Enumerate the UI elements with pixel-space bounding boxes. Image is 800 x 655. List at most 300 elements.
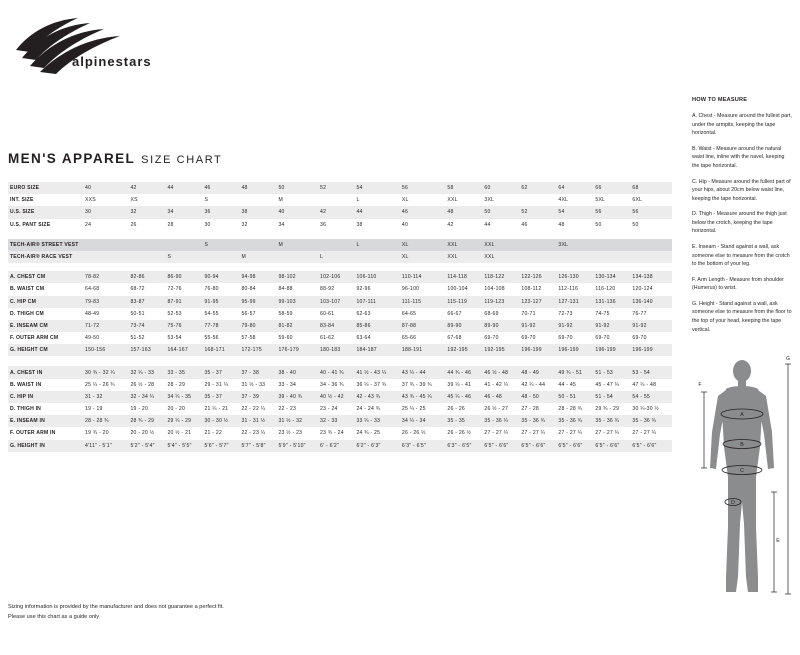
table-cell: 34 bbox=[166, 206, 203, 218]
table-cell: 27 - 27 ¼ bbox=[483, 427, 520, 439]
table-cell: 52 bbox=[319, 182, 355, 194]
table-cell: 35 - 36 ¾ bbox=[520, 415, 557, 427]
how-to-measure-item: A. Chest - Measure around the fullest part, under the armpits, keeping the tape horizontal. bbox=[692, 113, 792, 137]
table-cell: 29 ¾ - 29 bbox=[594, 403, 631, 415]
table-cell: 42 bbox=[129, 182, 166, 194]
table-cell bbox=[240, 239, 277, 251]
table-cell: 172-175 bbox=[240, 344, 277, 356]
table-cell: 88-92 bbox=[319, 283, 355, 295]
table-cell: 91-92 bbox=[594, 320, 631, 332]
table-cell: 80-84 bbox=[240, 283, 277, 295]
table-cell: 32 - 34 ¼ bbox=[129, 391, 166, 403]
row-label: C. HIP CM bbox=[8, 296, 84, 308]
table-cell: 48 - 50 bbox=[520, 391, 557, 403]
table-cell bbox=[557, 251, 594, 263]
svg-text:alpinestars: alpinestars bbox=[72, 54, 152, 69]
table-cell: XXL bbox=[446, 251, 483, 263]
table-row bbox=[8, 271, 672, 283]
table-cell: 35 - 35 bbox=[446, 415, 483, 427]
table-cell: 196-199 bbox=[631, 344, 672, 356]
size-chart-table bbox=[8, 182, 672, 452]
table-cell bbox=[319, 239, 355, 251]
table-cell: 26 - 26 ½ bbox=[401, 427, 446, 439]
table-cell: 32 bbox=[240, 219, 277, 231]
table-cell: XXL bbox=[446, 194, 483, 206]
row-label: U.S. PANT SIZE bbox=[8, 219, 84, 231]
table-cell: 54 bbox=[355, 182, 400, 194]
table-cell: 31 ½ - 33 bbox=[240, 379, 277, 391]
table-cell: 96-100 bbox=[401, 283, 446, 295]
table-cell: 42 bbox=[446, 219, 483, 231]
table-cell: 21 - 22 bbox=[203, 427, 240, 439]
table-cell: 91-92 bbox=[520, 320, 557, 332]
table-cell: 48 bbox=[446, 206, 483, 218]
row-label: EURO SIZE bbox=[8, 182, 84, 194]
table-cell: 108-112 bbox=[520, 283, 557, 295]
table-cell: 46 ½ - 48 bbox=[483, 366, 520, 378]
table-row bbox=[8, 344, 672, 356]
table-cell: 30 ¼-30 ½ bbox=[631, 403, 672, 415]
table-cell: 35 - 37 bbox=[203, 366, 240, 378]
table-cell: 94-98 bbox=[240, 271, 277, 283]
row-label: U.S. SIZE bbox=[8, 206, 84, 218]
table-cell: 40 - 41 ¾ bbox=[319, 366, 355, 378]
table-cell: 107-111 bbox=[355, 296, 400, 308]
table-cell: 41 ½ - 43 ¼ bbox=[355, 366, 400, 378]
table-cell: 84-88 bbox=[277, 283, 319, 295]
table-cell: 180-183 bbox=[319, 344, 355, 356]
table-cell: 40 bbox=[401, 219, 446, 231]
table-cell: 196-199 bbox=[520, 344, 557, 356]
table-cell bbox=[84, 239, 129, 251]
table-cell: 48 bbox=[240, 182, 277, 194]
table-cell: S bbox=[203, 239, 240, 251]
table-cell: 61-62 bbox=[319, 332, 355, 344]
footer-line-2: Please use this chart as a guide only bbox=[8, 614, 100, 621]
table-cell: 40 bbox=[277, 206, 319, 218]
table-cell: 66 bbox=[594, 182, 631, 194]
table-cell: 5XL bbox=[594, 194, 631, 206]
table-cell: 24 bbox=[84, 219, 129, 231]
table-cell: 89-90 bbox=[446, 320, 483, 332]
table-cell: 35 - 36 ¼ bbox=[483, 415, 520, 427]
table-cell: 30 - 30 ½ bbox=[203, 415, 240, 427]
table-cell bbox=[166, 194, 203, 206]
table-cell: 49 ¾ - 51 bbox=[557, 366, 594, 378]
table-cell: 34 ¼ - 34 bbox=[401, 415, 446, 427]
figure-label-d: D bbox=[731, 500, 735, 506]
table-cell: L bbox=[319, 251, 355, 263]
table-cell bbox=[129, 251, 166, 263]
table-cell: 76-80 bbox=[203, 283, 240, 295]
table-cell: 131-136 bbox=[594, 296, 631, 308]
table-cell: 43 ¼ - 44 bbox=[401, 366, 446, 378]
table-cell: 23 ¾ - 24 bbox=[319, 427, 355, 439]
table-cell: 24 - 24 ¾ bbox=[355, 403, 400, 415]
table-cell bbox=[84, 251, 129, 263]
table-cell: 53-54 bbox=[166, 332, 203, 344]
title-sub: SIZE CHART bbox=[141, 154, 223, 166]
table-cell: 50 bbox=[483, 206, 520, 218]
table-cell: 90-94 bbox=[203, 271, 240, 283]
table-cell: 50-51 bbox=[129, 308, 166, 320]
table-cell: 36 bbox=[203, 206, 240, 218]
table-cell: 106-110 bbox=[355, 271, 400, 283]
table-cell: L bbox=[355, 239, 400, 251]
table-cell: 134-138 bbox=[631, 271, 672, 283]
table-spacer bbox=[8, 231, 672, 239]
table-cell bbox=[594, 251, 631, 263]
table-cell: 50 bbox=[277, 182, 319, 194]
table-cell: 36 ¼ - 37 ¾ bbox=[355, 379, 400, 391]
table-cell: 64-68 bbox=[84, 283, 129, 295]
table-cell: 79-83 bbox=[84, 296, 129, 308]
table-cell: 20 - 20 ½ bbox=[129, 427, 166, 439]
table-cell: 91-92 bbox=[631, 320, 672, 332]
table-cell: 110-114 bbox=[401, 271, 446, 283]
table-cell: S bbox=[166, 251, 203, 263]
table-cell: M bbox=[277, 239, 319, 251]
table-cell: 68-72 bbox=[129, 283, 166, 295]
table-row bbox=[8, 296, 672, 308]
table-cell bbox=[631, 251, 672, 263]
table-cell: 43 ¾ - 45 ¼ bbox=[401, 391, 446, 403]
table-spacer bbox=[8, 263, 672, 271]
table-cell: 39 - 40 ¾ bbox=[277, 391, 319, 403]
footer-line-1: Sizing information is provided by the manufacturer and does not guarantee a perfect fit. bbox=[8, 604, 224, 610]
table-cell: 68 bbox=[631, 182, 672, 194]
table-cell: 26 - 26 bbox=[446, 403, 483, 415]
table-cell: 57-58 bbox=[240, 332, 277, 344]
table-cell: 64-65 bbox=[401, 308, 446, 320]
table-cell: 40 bbox=[84, 182, 129, 194]
table-cell: 35 - 36 ¾ bbox=[557, 415, 594, 427]
table-cell: 73-74 bbox=[129, 320, 166, 332]
table-cell: M bbox=[240, 251, 277, 263]
table-cell bbox=[520, 194, 557, 206]
table-cell: 56 bbox=[401, 182, 446, 194]
table-cell: 38 bbox=[240, 206, 277, 218]
table-cell: 47 ¼ - 48 bbox=[631, 379, 672, 391]
table-cell: 98-102 bbox=[277, 271, 319, 283]
table-cell bbox=[355, 251, 400, 263]
table-cell: 62 bbox=[520, 182, 557, 194]
table-cell: 5'6" - 5'7" bbox=[203, 440, 240, 452]
table-cell: S bbox=[203, 194, 240, 206]
table-cell: 86-90 bbox=[166, 271, 203, 283]
table-cell: XXL bbox=[483, 251, 520, 263]
table-cell bbox=[166, 239, 203, 251]
table-cell: 52 bbox=[520, 206, 557, 218]
table-cell: 76-77 bbox=[631, 308, 672, 320]
table-cell bbox=[203, 251, 240, 263]
table-cell: 6'3" - 6'5" bbox=[401, 440, 446, 452]
how-to-measure-section bbox=[692, 96, 792, 341]
table-cell: 157-163 bbox=[129, 344, 166, 356]
table-cell: 103-107 bbox=[319, 296, 355, 308]
table-cell: 6'5" - 6'6" bbox=[557, 440, 594, 452]
row-label: A. CHEST IN bbox=[8, 366, 84, 378]
table-cell: 67-68 bbox=[446, 332, 483, 344]
table-cell: 33 ¼ - 33 bbox=[355, 415, 400, 427]
row-label: G. HEIGHT CM bbox=[8, 344, 84, 356]
table-cell: 63-64 bbox=[355, 332, 400, 344]
table-cell: 58-59 bbox=[277, 308, 319, 320]
table-cell: 127-131 bbox=[557, 296, 594, 308]
table-cell: 46 bbox=[401, 206, 446, 218]
table-cell: 82-86 bbox=[129, 271, 166, 283]
table-cell: 37 - 39 bbox=[240, 391, 277, 403]
table-cell: 20 ½ - 21 bbox=[166, 427, 203, 439]
table-cell: 6' - 6'2" bbox=[319, 440, 355, 452]
row-label: TECH-AIR® STREET VEST bbox=[8, 239, 84, 251]
table-cell: XL bbox=[401, 239, 446, 251]
table-cell: 99-103 bbox=[277, 296, 319, 308]
table-cell: 51 - 54 bbox=[594, 391, 631, 403]
table-cell: 83-87 bbox=[129, 296, 166, 308]
table-cell: 31 - 32 bbox=[84, 391, 129, 403]
table-cell: 79-80 bbox=[240, 320, 277, 332]
table-cell: 68-69 bbox=[483, 308, 520, 320]
table-cell: 69-70 bbox=[483, 332, 520, 344]
table-cell: 5'4" - 5'5" bbox=[166, 440, 203, 452]
table-cell: 21 ¼ - 21 bbox=[203, 403, 240, 415]
table-cell: 45 - 47 ¼ bbox=[594, 379, 631, 391]
table-row bbox=[8, 206, 672, 218]
table-row bbox=[8, 251, 672, 263]
table-cell: 55-56 bbox=[203, 332, 240, 344]
row-label: TECH-AIR® RACE VEST bbox=[8, 251, 84, 263]
table-cell: 50 - 51 bbox=[557, 391, 594, 403]
table-cell: 77-78 bbox=[203, 320, 240, 332]
figure-label-a: A bbox=[740, 412, 744, 418]
table-cell: 44 ¾ - 46 bbox=[446, 366, 483, 378]
table-cell: 19 - 20 bbox=[129, 403, 166, 415]
table-cell: 120-124 bbox=[631, 283, 672, 295]
table-cell: 22 - 23 ¼ bbox=[240, 427, 277, 439]
table-cell: 32 bbox=[129, 206, 166, 218]
table-cell: 23 ½ - 23 bbox=[277, 427, 319, 439]
table-cell: 112-116 bbox=[557, 283, 594, 295]
how-to-measure-heading: HOW TO MEASURE bbox=[692, 97, 748, 103]
table-cell: 192-195 bbox=[446, 344, 483, 356]
table-cell: 164-167 bbox=[166, 344, 203, 356]
how-to-measure-item: E. Inseam - Stand against a wall, ask someone else to measure from the crotch to the bottom of your leg. bbox=[692, 243, 790, 268]
table-cell: 27 - 27 ¼ bbox=[557, 427, 594, 439]
table-cell: 26 bbox=[129, 219, 166, 231]
table-cell: 34 - 36 ¾ bbox=[319, 379, 355, 391]
table-row bbox=[8, 182, 672, 194]
table-cell: 26 - 26 ½ bbox=[446, 427, 483, 439]
table-cell: 102-106 bbox=[319, 271, 355, 283]
table-cell: 56 bbox=[631, 206, 672, 218]
table-cell: 28 ¾ - 29 bbox=[129, 415, 166, 427]
row-label: D. THIGH CM bbox=[8, 308, 84, 320]
table-cell: 27 - 28 bbox=[520, 403, 557, 415]
table-cell: 51-52 bbox=[129, 332, 166, 344]
table-cell: 46 - 48 bbox=[483, 391, 520, 403]
table-cell bbox=[319, 194, 355, 206]
figure-label-b: B bbox=[740, 442, 744, 448]
table-cell: 48 bbox=[557, 219, 594, 231]
table-cell: 22 - 22 ¼ bbox=[240, 403, 277, 415]
table-cell: 50 bbox=[631, 219, 672, 231]
table-cell: 42 bbox=[319, 206, 355, 218]
table-cell: XXL bbox=[446, 239, 483, 251]
table-cell: 28 - 28 ¾ bbox=[84, 415, 129, 427]
table-cell: 69-70 bbox=[520, 332, 557, 344]
table-cell: 3XL bbox=[483, 194, 520, 206]
page-title bbox=[8, 150, 222, 168]
table-cell: 30 bbox=[84, 206, 129, 218]
table-cell: 28 - 29 bbox=[166, 379, 203, 391]
table-cell: 6XL bbox=[631, 194, 672, 206]
table-cell bbox=[594, 239, 631, 251]
figure-label-g: G bbox=[785, 356, 791, 362]
table-cell: 6'5" - 6'6" bbox=[520, 440, 557, 452]
table-cell: 56-57 bbox=[240, 308, 277, 320]
alpinestars-logo bbox=[8, 14, 188, 76]
table-cell: 5'9" - 5'10" bbox=[277, 440, 319, 452]
table-cell: 23 - 24 bbox=[319, 403, 355, 415]
table-cell: 44 bbox=[355, 206, 400, 218]
table-cell: 104-108 bbox=[483, 283, 520, 295]
table-cell: 69-70 bbox=[594, 332, 631, 344]
table-cell: 58 bbox=[446, 182, 483, 194]
table-cell: 116-120 bbox=[594, 283, 631, 295]
table-cell: 114-118 bbox=[446, 271, 483, 283]
table-cell: 136-140 bbox=[631, 296, 672, 308]
how-to-measure-item: F. Arm Length - Measure from shoulder (Humerus) to wrist. bbox=[692, 276, 784, 292]
table-cell: 20 - 20 bbox=[166, 403, 203, 415]
table-cell: 81-82 bbox=[277, 320, 319, 332]
table-row bbox=[8, 366, 672, 378]
table-row bbox=[8, 427, 672, 439]
table-cell: 100-104 bbox=[446, 283, 483, 295]
table-row bbox=[8, 194, 672, 206]
table-cell: 4'11" - 5'1" bbox=[84, 440, 129, 452]
table-cell: XXL bbox=[483, 239, 520, 251]
table-cell: 31 ½ - 32 bbox=[277, 415, 319, 427]
table-cell: 28 - 28 ¾ bbox=[557, 403, 594, 415]
table-row bbox=[8, 379, 672, 391]
table-cell: 64 bbox=[557, 182, 594, 194]
table-cell: 27 - 27 ¼ bbox=[594, 427, 631, 439]
table-cell: 52-53 bbox=[166, 308, 203, 320]
table-cell: 54 - 55 bbox=[631, 391, 672, 403]
table-cell: 44 bbox=[483, 219, 520, 231]
table-cell: 111-115 bbox=[401, 296, 446, 308]
figure-label-c: C bbox=[740, 468, 744, 474]
table-cell: 32 - 33 bbox=[319, 415, 355, 427]
table-cell: 176-179 bbox=[277, 344, 319, 356]
table-row bbox=[8, 332, 672, 344]
table-cell: 72-76 bbox=[166, 283, 203, 295]
table-cell bbox=[631, 239, 672, 251]
table-cell: 184-187 bbox=[355, 344, 400, 356]
table-cell: 19 - 19 bbox=[84, 403, 129, 415]
table-cell: 30 bbox=[203, 219, 240, 231]
table-row bbox=[8, 440, 672, 452]
table-cell: XL bbox=[401, 251, 446, 263]
table-cell: 33 - 34 bbox=[277, 379, 319, 391]
table-cell: 48 - 49 bbox=[520, 366, 557, 378]
table-cell: 78-82 bbox=[84, 271, 129, 283]
body-measurement-figure bbox=[688, 352, 796, 602]
table-cell: 188-191 bbox=[401, 344, 446, 356]
table-cell bbox=[520, 239, 557, 251]
table-cell: 87-91 bbox=[166, 296, 203, 308]
table-cell: 122-126 bbox=[520, 271, 557, 283]
row-label: F. OUTER ARM IN bbox=[8, 427, 84, 439]
table-cell: XL bbox=[401, 194, 446, 206]
table-cell: 45 ¼ - 46 bbox=[446, 391, 483, 403]
table-row bbox=[8, 283, 672, 295]
row-label: B. WAIST IN bbox=[8, 379, 84, 391]
table-cell: 41 - 42 ¼ bbox=[483, 379, 520, 391]
table-cell: 123-127 bbox=[520, 296, 557, 308]
table-cell: 4XL bbox=[557, 194, 594, 206]
table-cell: 75-76 bbox=[166, 320, 203, 332]
table-cell: 6'5" - 6'6" bbox=[483, 440, 520, 452]
table-cell: 126-130 bbox=[557, 271, 594, 283]
row-label: G. HEIGHT IN bbox=[8, 440, 84, 452]
table-row bbox=[8, 308, 672, 320]
table-cell: 130-134 bbox=[594, 271, 631, 283]
table-cell: 83-84 bbox=[319, 320, 355, 332]
table-cell: 72-73 bbox=[557, 308, 594, 320]
table-cell: 89-90 bbox=[483, 320, 520, 332]
table-cell: 46 bbox=[203, 182, 240, 194]
figure-label-e: E bbox=[776, 538, 780, 544]
table-cell: 115-119 bbox=[446, 296, 483, 308]
table-row bbox=[8, 391, 672, 403]
table-cell: XS bbox=[129, 194, 166, 206]
table-cell bbox=[520, 251, 557, 263]
table-cell bbox=[240, 194, 277, 206]
table-cell: 25 ¼ - 25 bbox=[401, 403, 446, 415]
table-cell: 30 ¾ - 32 ¼ bbox=[84, 366, 129, 378]
table-cell: 56 bbox=[594, 206, 631, 218]
table-cell: 150-156 bbox=[84, 344, 129, 356]
table-cell: 44 - 45 bbox=[557, 379, 594, 391]
row-label: C. HIP IN bbox=[8, 391, 84, 403]
table-cell: 91-95 bbox=[203, 296, 240, 308]
table-cell: 54-55 bbox=[203, 308, 240, 320]
table-cell: 59-60 bbox=[277, 332, 319, 344]
table-cell: 32 ¼ - 33 bbox=[129, 366, 166, 378]
row-label: B. WAIST CM bbox=[8, 283, 84, 295]
table-cell: 51 - 53 bbox=[594, 366, 631, 378]
figure-label-f: F bbox=[698, 382, 702, 388]
table-cell: 95-99 bbox=[240, 296, 277, 308]
table-cell: 3XL bbox=[557, 239, 594, 251]
table-cell: L bbox=[355, 194, 400, 206]
table-cell: 35 - 36 ¾ bbox=[594, 415, 631, 427]
row-label: F. OUTER ARM CM bbox=[8, 332, 84, 344]
table-cell: 36 bbox=[319, 219, 355, 231]
row-label: E. INSEAM CM bbox=[8, 320, 84, 332]
table-row bbox=[8, 239, 672, 251]
table-cell: 60 bbox=[483, 182, 520, 194]
table-cell: 37 - 38 bbox=[240, 366, 277, 378]
table-cell: 91-92 bbox=[557, 320, 594, 332]
row-label: A. CHEST CM bbox=[8, 271, 84, 283]
table-cell: 27 - 27 ¼ bbox=[520, 427, 557, 439]
table-cell: M bbox=[277, 194, 319, 206]
table-cell: 37 ¾ - 39 ¾ bbox=[401, 379, 446, 391]
table-cell: 6'2" - 6'3" bbox=[355, 440, 400, 452]
